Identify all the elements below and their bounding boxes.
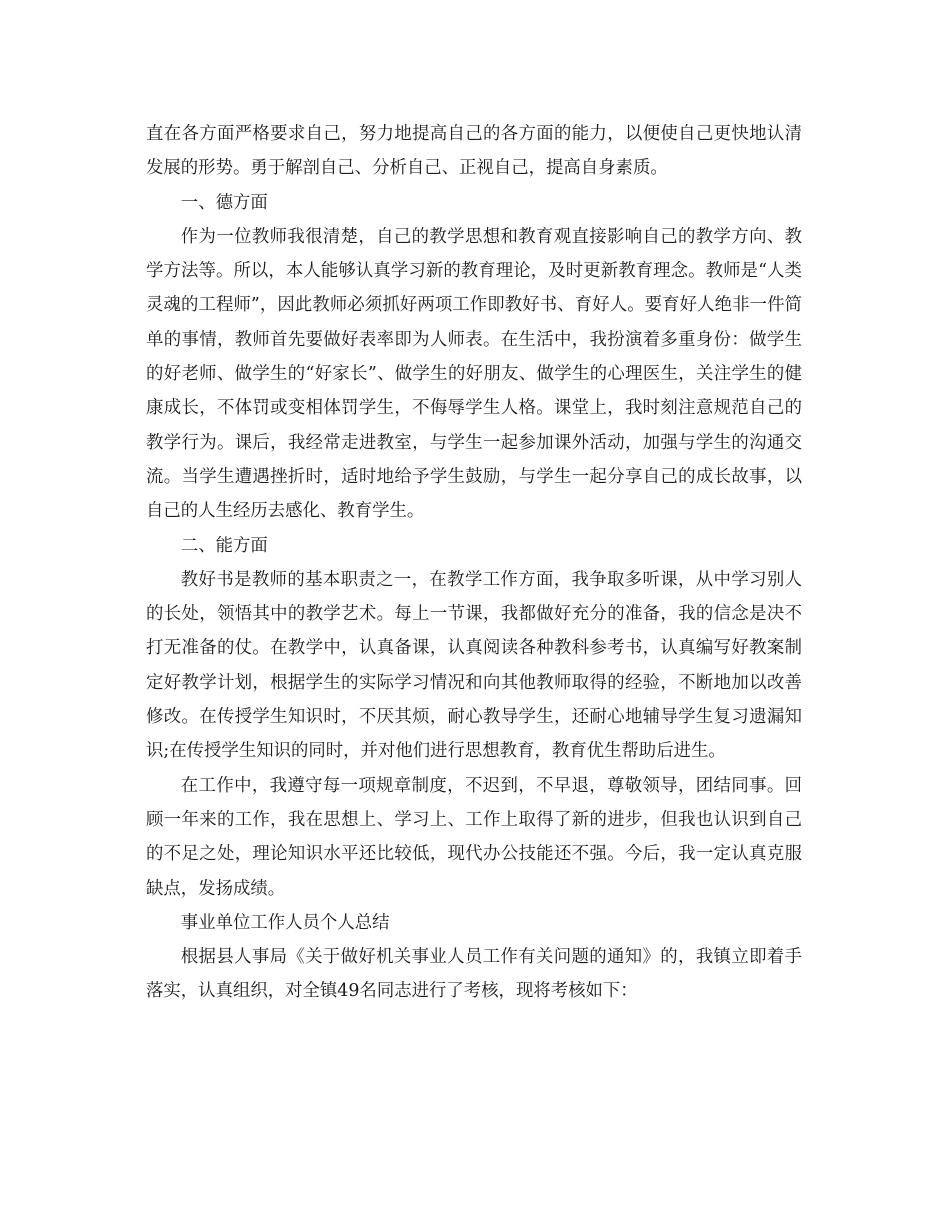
paragraph-morality: 作为一位教师我很清楚，自己的教学思想和教育观直接影响自己的教学方向、教学方法等。所以，本人能够认真学习新的教育理论，及时更新教育理念。教师是“人类灵魂的工程师”，因此教师必须抓好两项工作即教好书、育好人。要育好人绝非一件简单的事情，教师首先要做好表率即为人师表。在生活中，我扮演着多重身份：做学生的好老师、做学生的“好家长”、做学生的好朋友、做学生的心理医生，关注学生的健康成长，不体罚或变相体罚学生，不侮辱学生人格。课堂上，我时刻注意规范自己的教学行为。课后，我经常走进教室，与学生一起参加课外活动，加强与学生的沟通交流。当学生遭遇挫折时，适时地给予学生鼓励，与学生一起分享自己的成长故事，以自己的人生经历去感化、教育学生。 <box>146 226 802 522</box>
paragraph-assessment-notice: 根据县人事局《关于做好机关事业人员工作有关问题的通知》的，我镇立即着手落实，认真组织，对全镇49名同志进行了考核，现将考核如下： <box>146 947 802 1002</box>
heading-morality: 一、德方面 <box>180 192 268 213</box>
paragraph-work-conduct: 在工作中，我遵守每一项规章制度，不迟到，不早退，尊敬领导，团结同事。回顾一年来的工作，我在思想上、学习上、工作上取得了新的进步，但我也认识到自己的不足之处，理论知识水平还比较低，现代办公技能还不强。今后，我一定认真克服缺点，发扬成绩。 <box>146 775 802 899</box>
paragraph-ability: 教好书是教师的基本职责之一，在教学工作方面，我争取多听课，从中学习别人的长处，领悟其中的教学艺术。每上一节课，我都做好充分的准备，我的信念是决不打无准备的仗。在教学中，认真备课，认真阅读各种教科参考书，认真编写好教案制定好教学计划，根据学生的实际学习情况和向其他教师取得的经验，不断地加以改善修改。在传授学生知识时，不厌其烦，耐心教导学生，还耐心地辅导学生复习遗漏知识;在传授学生知识的同时，并对他们进行思想教育，教育优生帮助后进生。 <box>146 569 802 762</box>
section-title-summary: 事业单位工作人员个人总结 <box>180 912 390 933</box>
heading-ability: 二、能方面 <box>180 535 268 556</box>
paragraph-intro-continued: 直在各方面严格要求自己，努力地提高自己的各方面的能力，以便使自己更快地认清发展的形势。勇于解剖自己、分析自己、正视自己，提高自身素质。 <box>146 124 802 179</box>
